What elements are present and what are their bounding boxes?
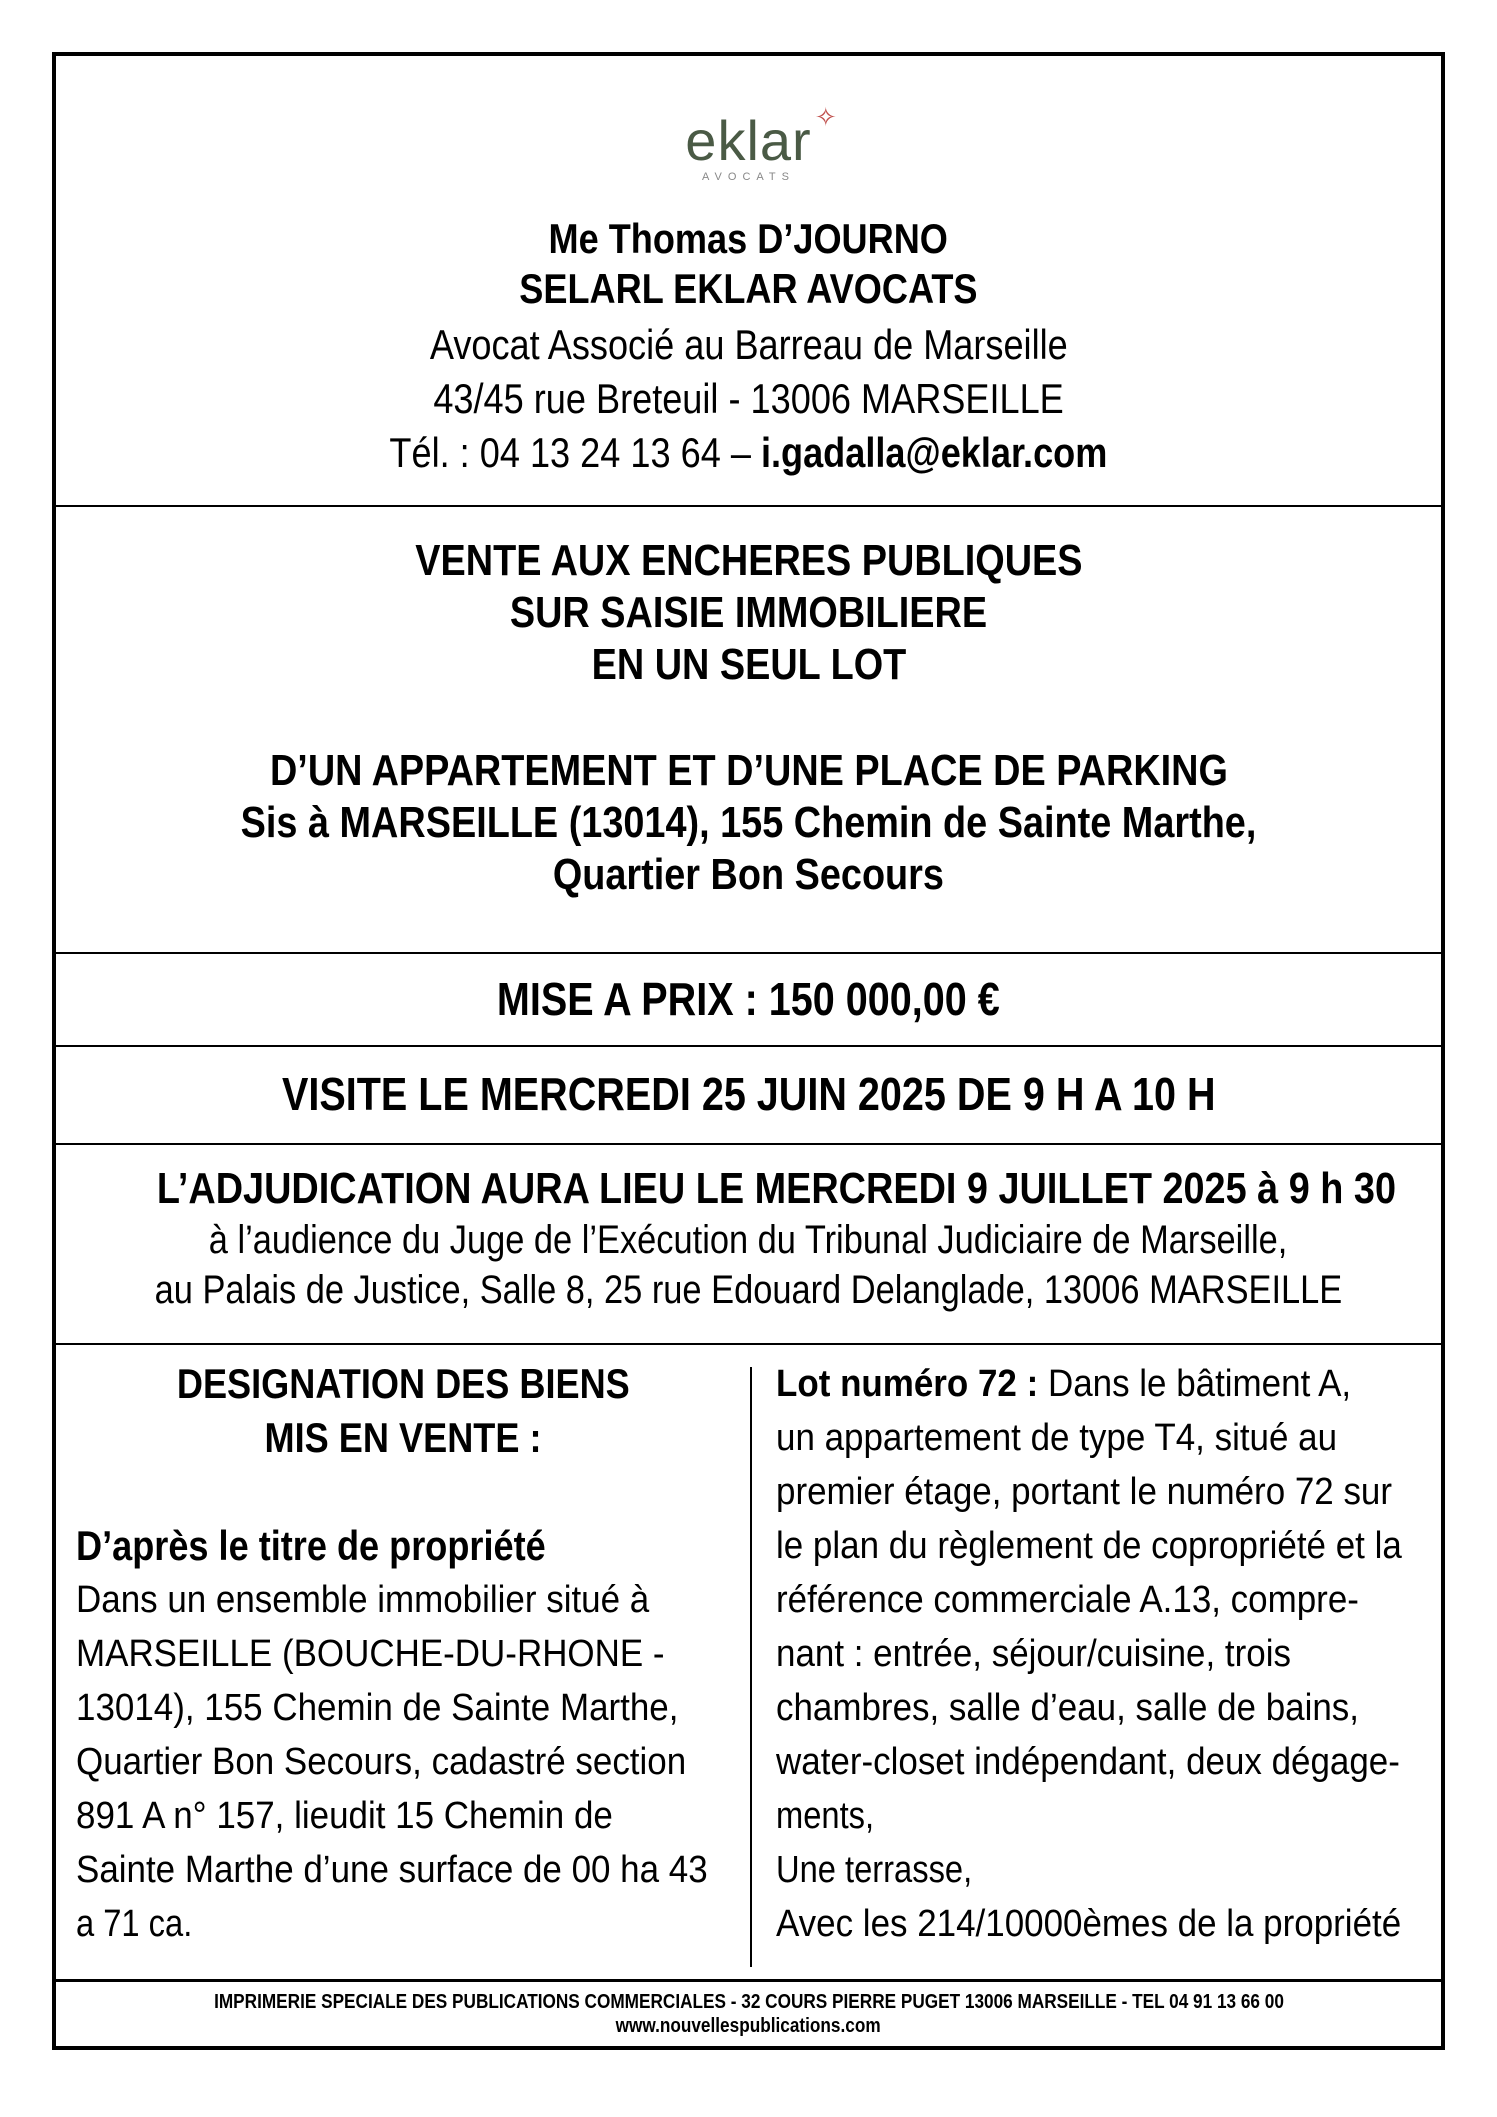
email-link[interactable]: i.gadalla@eklar.com — [761, 429, 1108, 476]
printer-info: IMPRIMERIE SPECIALE DES PUBLICATIONS COMMERCIALES - 32 COURS PIERRE PUGET 13006 MARSEILLE - TEL 04 91 13 66 00 — [213, 1991, 1284, 2013]
firm-name: SELARL EKLAR AVOCATS — [519, 265, 978, 312]
designation-line: a 71 ca. — [76, 1903, 193, 1945]
logo-text: eklar — [685, 109, 812, 172]
lot-line: water-closet indépendant, deux dégage- — [776, 1741, 1400, 1783]
lot-first-line — [776, 1357, 1379, 1411]
lot-first-text: Dans le bâtiment A, — [1047, 1363, 1352, 1405]
lot-line: Avec les 214/10000èmes de la propriété — [776, 1903, 1402, 1945]
visit-section — [56, 1047, 1441, 1145]
firm-address: 43/45 rue Breteuil - 13006 MARSEILLE — [433, 375, 1064, 422]
printer-website[interactable]: www.nouvellespublications.com — [615, 2015, 882, 2037]
designation-text — [76, 1573, 731, 1951]
designation-line: Quartier Bon Secours, cadastré section — [76, 1741, 687, 1783]
lawyer-name: Me Thomas D’JOURNO — [548, 215, 949, 262]
sale-title-section — [56, 507, 1441, 954]
adjudication-section — [56, 1145, 1441, 1345]
lot-line: chambres, salle d’eau, salle de bains, — [776, 1687, 1360, 1729]
starting-price: MISE A PRIX : 150 000,00 € — [497, 973, 1000, 1025]
visit-date: VISITE LE MERCREDI 25 JUIN 2025 DE 9 H A 10 H — [281, 1068, 1216, 1120]
lot-text — [776, 1357, 1431, 1951]
adjudication-title: L’ADJUDICATION AURA LIEU LE MERCREDI 9 JUILLET 2025 à 9 h 30 — [156, 1164, 1396, 1213]
lot-line: un appartement de type T4, situé au — [776, 1417, 1338, 1459]
lot-line: ments, — [776, 1795, 875, 1837]
designation-heading-1: DESIGNATION DES BIENS — [177, 1360, 630, 1407]
designation-line: MARSEILLE (BOUCHE-DU-RHONE - — [76, 1633, 665, 1675]
notice-frame — [52, 52, 1445, 2050]
lawyer-header — [56, 56, 1441, 507]
column-divider — [750, 1367, 752, 1967]
sale-line-1: VENTE AUX ENCHERES PUBLIQUES — [414, 536, 1083, 585]
designation-subheading: D’après le titre de propriété — [76, 1522, 546, 1569]
adjudication-line-2: au Palais de Justice, Salle 8, 25 rue Edouard Delanglade, 13006 MARSEILLE — [154, 1268, 1343, 1312]
designation-line: 891 A n° 157, lieudit 15 Chemin de — [76, 1795, 613, 1837]
designation-column — [76, 1357, 731, 1951]
eklar-logo — [56, 102, 1441, 183]
lot-line: nant : entrée, séjour/cuisine, trois — [776, 1633, 1291, 1675]
designation-line: Sainte Marthe d’une surface de 00 ha 43 — [76, 1849, 708, 1891]
lot-label: Lot numéro 72 : — [776, 1363, 1039, 1405]
logo-subtitle: AVOCATS — [702, 171, 795, 183]
designation-line: Dans un ensemble immobilier situé à — [76, 1579, 650, 1621]
printer-footer — [56, 1982, 1441, 2050]
lot-line: le plan du règlement de copropriété et la — [776, 1525, 1402, 1567]
lot-line: premier étage, portant le numéro 72 sur — [776, 1471, 1393, 1513]
sale-object: D’UN APPARTEMENT ET D’UNE PLACE DE PARKING — [269, 746, 1228, 795]
lot-line: Une terrasse, — [776, 1849, 973, 1891]
diamond-icon: ✧ — [814, 102, 838, 132]
lot-line: référence commerciale A.13, compre- — [776, 1579, 1359, 1621]
designation-heading-2: MIS EN VENTE : — [265, 1414, 542, 1461]
designation-section — [56, 1345, 1441, 1982]
price-section — [56, 954, 1441, 1047]
designation-line: 13014), 155 Chemin de Sainte Marthe, — [76, 1687, 679, 1729]
sale-district: Quartier Bon Secours — [552, 850, 945, 899]
lot-column — [776, 1357, 1431, 1951]
sale-location: Sis à MARSEILLE (13014), 155 Chemin de Sainte Marthe, — [240, 798, 1257, 847]
sale-line-3: EN UN SEUL LOT — [591, 640, 906, 689]
adjudication-line-1: à l’audience du Juge de l’Exécution du Tribunal Judiciaire de Marseille, — [209, 1218, 1288, 1262]
lawyer-title: Avocat Associé au Barreau de Marseille — [429, 321, 1068, 368]
phone-label: Tél. : 04 13 24 13 64 – — [389, 429, 751, 476]
sale-line-2: SUR SAISIE IMMOBILIERE — [509, 588, 988, 637]
